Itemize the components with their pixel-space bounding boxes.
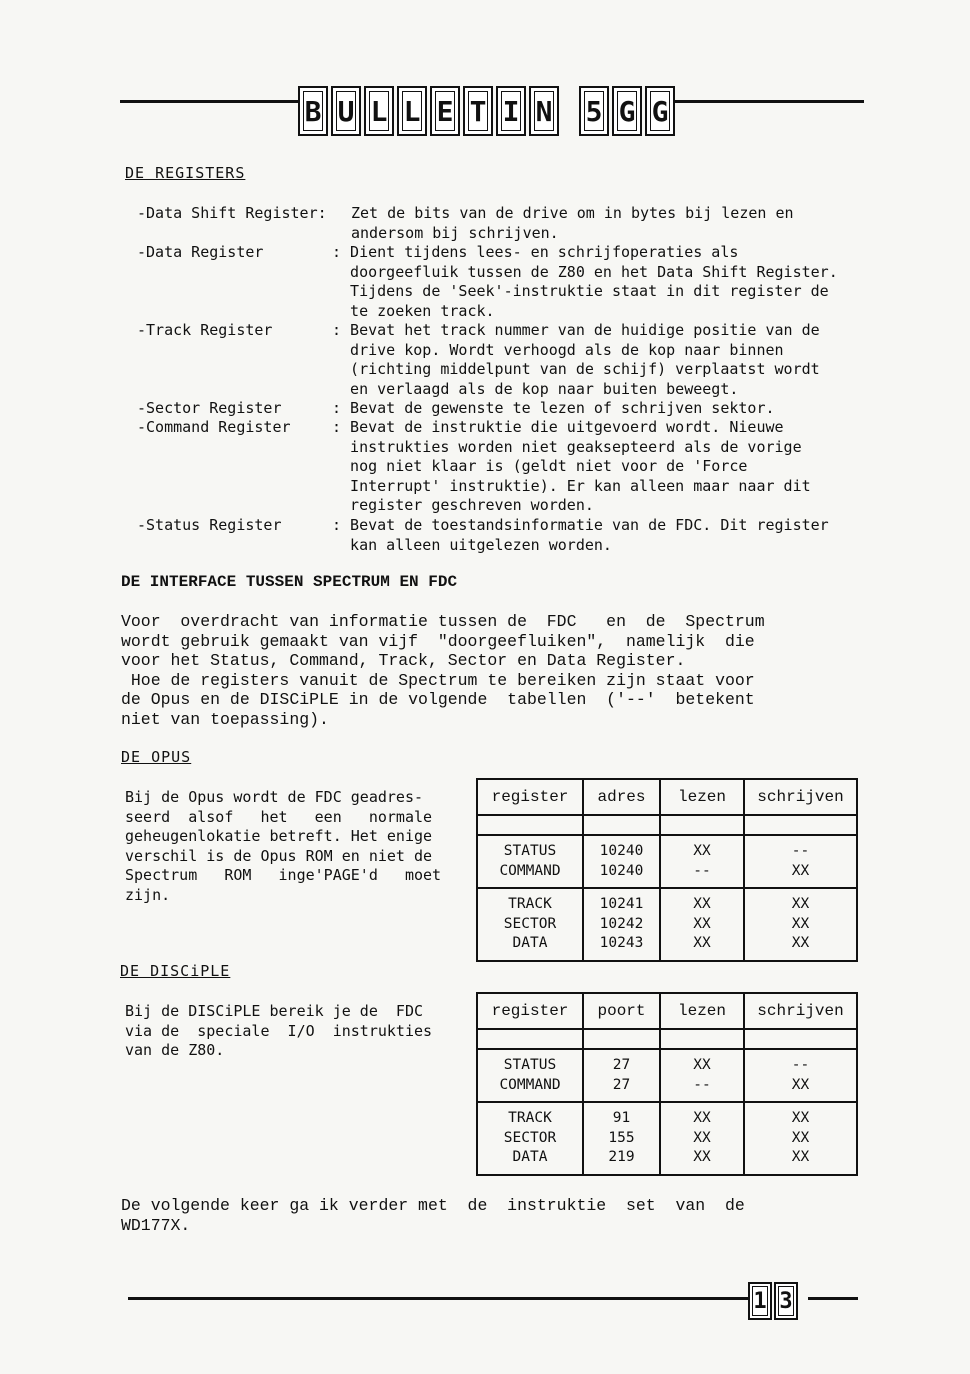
opus-paragraph: Bij de Opus wordt de FDC geadres- seerd alsof het een normale geheugenlokatie betreft. Het enige verschil is de Opus ROM en niet de Spectrum ROM inge'PAGE'd moet zijn. — [125, 788, 442, 904]
table-cell: XX XX XX — [791, 1110, 810, 1165]
table-header: adres — [583, 779, 660, 815]
register-description: : Dient tijdens lees- en schrijfoperaties als doorgeefluik tussen de Z80 en het Data Shift Register. Tijdens de 'Seek'-instruktie staat in dit register de te zoeken track. — [332, 243, 838, 320]
table-header: poort — [583, 993, 660, 1029]
logo-issue-letter: 5 — [579, 86, 609, 136]
section-heading-registers: DE REGISTERS — [125, 164, 246, 182]
table-header: register — [477, 779, 583, 815]
register-description: : Bevat de gewenste te lezen of schrijven sektor. — [332, 399, 775, 417]
table-row — [477, 835, 857, 888]
table-cell: STATUS COMMAND — [499, 843, 561, 879]
header-rule-left — [120, 100, 298, 103]
table-cell: XX -- — [693, 843, 711, 879]
table-header: schrijven — [744, 993, 857, 1029]
table-cell: XX XX XX — [693, 896, 711, 951]
register-name: -Status Register — [137, 516, 282, 534]
register-description: Zet de bits van de drive om in bytes bij lezen en andersom bij schrijven. — [351, 204, 794, 242]
disciple-paragraph: Bij de DISCiPLE bereik je de FDC via de speciale I/O instrukties van de Z80. — [125, 1002, 433, 1059]
footer-rule-right — [808, 1297, 858, 1300]
logo-letter: L — [397, 86, 427, 136]
page-number-digit: 1 — [748, 1282, 772, 1320]
table-row — [477, 1102, 857, 1175]
table-cell: STATUS COMMAND — [499, 1057, 561, 1093]
table-cell: TRACK SECTOR DATA — [503, 1110, 557, 1165]
logo-issue-letter: G — [645, 86, 675, 136]
table-header: register — [477, 993, 583, 1029]
table-cell: 10240 10240 — [599, 843, 644, 879]
register-name: -Data Shift Register: — [137, 204, 327, 222]
table-header-row — [477, 993, 857, 1029]
interface-paragraph: Voor overdracht van informatie tussen de FDC en de Spectrum wordt gebruik gemaakt van vijf "doorgeefluiken", namelijk die voor het Status, Command, Track, Sector en Data Register. Hoe de registers vanuit de Spectrum te bereiken zijn staat voor de Opus en de DISCiPLE in de volgende tabellen ('--' betekent niet van toepassing). — [121, 612, 765, 729]
table-cell: -- XX — [791, 1057, 810, 1093]
table-cell: 10241 10242 10243 — [599, 896, 644, 951]
opus-table — [476, 778, 858, 962]
logo-letter: L — [364, 86, 394, 136]
table-row — [477, 1049, 857, 1102]
register-description: : Bevat de instruktie die uitgevoerd wordt. Nieuwe instrukties worden niet geaksepteerd als de vorige nog niet klaar is (geldt niet voor de 'Force Interrupt' instruktie). Er kan alleen maar naar dit register geschreven worden. — [332, 418, 811, 514]
table-header: schrijven — [744, 779, 857, 815]
logo-letter: T — [463, 86, 493, 136]
table-cell: XX XX XX — [693, 1110, 711, 1165]
logo-letter: E — [430, 86, 460, 136]
table-header: lezen — [660, 993, 744, 1029]
page-number-digit: 3 — [774, 1282, 798, 1320]
section-heading-interface: DE INTERFACE TUSSEN SPECTRUM EN FDC — [121, 573, 458, 591]
table-cell: XX -- — [693, 1057, 711, 1093]
bulletin-logo — [298, 86, 675, 136]
table-cell: TRACK SECTOR DATA — [503, 896, 557, 951]
register-description: : Bevat de toestandsinformatie van de FDC. Dit register kan alleen uitgelezen worden. — [332, 516, 829, 554]
table-cell: XX XX XX — [791, 896, 810, 951]
page-number — [748, 1282, 798, 1320]
header-rule-right — [672, 100, 864, 103]
logo-letter: I — [496, 86, 526, 136]
disciple-table — [476, 992, 858, 1176]
table-header: lezen — [660, 779, 744, 815]
table-header-row — [477, 779, 857, 815]
register-name: -Data Register — [137, 243, 264, 261]
register-name: -Sector Register — [137, 399, 282, 417]
logo-letter: U — [331, 86, 361, 136]
closing-paragraph: De volgende keer ga ik verder met de instruktie set van de WD177X. — [121, 1196, 745, 1235]
register-description: : Bevat het track nummer van de huidige positie van de drive kop. Wordt verhoogd als de kop naar binnen (richting middelpunt van de schijf) verplaatst wordt en verlaagd als de kop naar buiten beweegt. — [332, 321, 820, 398]
section-heading-opus: DE OPUS — [121, 748, 192, 766]
section-heading-disciple: DE DISCiPLE — [120, 962, 231, 980]
table-row — [477, 888, 857, 961]
register-name: -Command Register — [137, 418, 291, 436]
table-cell: 91 155 219 — [608, 1110, 635, 1165]
footer-rule-left — [128, 1297, 748, 1300]
table-cell: -- XX — [791, 843, 810, 879]
register-name: -Track Register — [137, 321, 273, 339]
table-cell: 27 27 — [612, 1057, 631, 1093]
logo-letter: N — [529, 86, 559, 136]
logo-letter: B — [298, 86, 328, 136]
logo-issue-letter: G — [612, 86, 642, 136]
